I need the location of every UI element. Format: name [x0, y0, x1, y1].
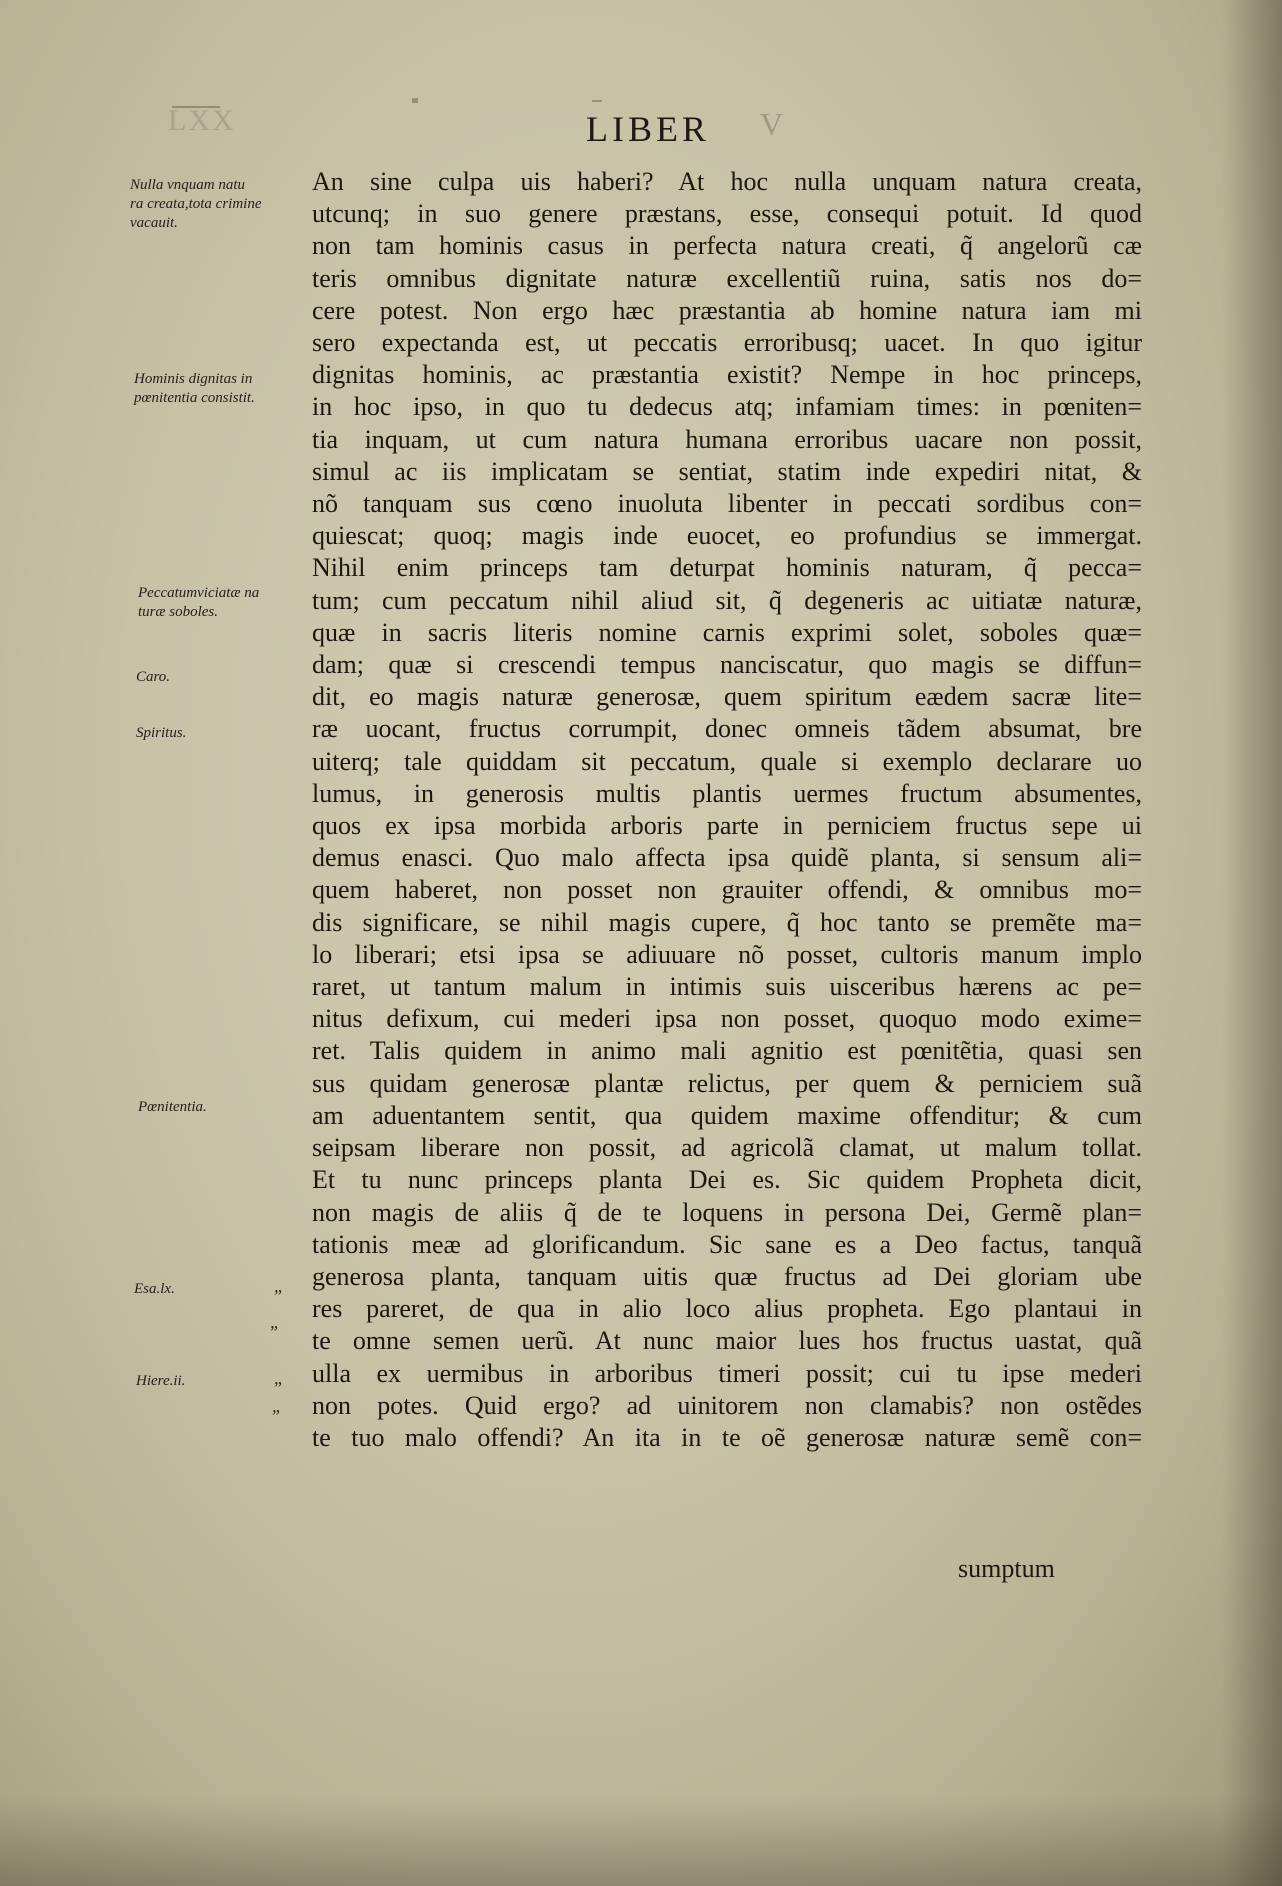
- text-line: res pareret, de qua in alio loco alius propheta. Ego plantaui in: [312, 1294, 1142, 1324]
- margin-note-line: pœnitentia consistit.: [134, 390, 255, 406]
- margin-note: [136, 724, 186, 743]
- text-line: te tuo malo offendi? An ita in te oẽ generosæ naturæ semẽ con=: [312, 1422, 1142, 1452]
- margin-note-line: Spiritus.: [136, 725, 187, 741]
- text-line: demus enasci. Quo malo affecta ipsa quidẽ planta, si sensum ali=: [312, 843, 1142, 873]
- margin-note-line: vacauit.: [130, 215, 178, 231]
- text-line: dam; quæ si crescendi tempus nanciscatur, quo magis se diffun=: [312, 650, 1142, 680]
- catchword: sumptum: [958, 1554, 1055, 1583]
- margin-note: [130, 176, 262, 233]
- text-line: teris omnibus dignitate naturæ excellentiũ ruina, satis nos do=: [312, 263, 1142, 293]
- text-line: non magis de aliis q̃ de te loquens in persona Dei, Germẽ plan=: [312, 1197, 1142, 1227]
- quotation-mark: „: [274, 1368, 285, 1388]
- text-line: sero expectanda est, ut peccatis erroribusq; uacet. In quo igitur: [312, 328, 1142, 358]
- margin-note-line: Caro.: [136, 669, 171, 685]
- quotation-mark: „: [274, 1276, 285, 1296]
- margin-note-line: Pœnitentia.: [138, 1099, 207, 1115]
- text-line: dignitas hominis, ac præstantia existit? Nempe in hoc princeps,: [312, 360, 1142, 390]
- text-line: Et tu nunc princeps planta Dei es. Sic quidem Propheta dicit,: [312, 1165, 1142, 1195]
- text-line: tum; cum peccatum nihil aliud sit, q̃ degeneris ac uitiatæ naturæ,: [312, 585, 1142, 615]
- text-line: uiterq; tale quiddam sit peccatum, quale si exemplo declarare uo: [312, 746, 1142, 776]
- text-line: lo liberari; etsi ipsa se adiuuare nõ posset, cultoris manum implo: [312, 939, 1142, 969]
- text-line: nõ tanquam sus cœno inuoluta libenter in peccati sordibus con=: [312, 489, 1142, 519]
- page-edge-shadow: [1222, 0, 1282, 1886]
- margin-note: [138, 584, 259, 622]
- text-line: nitus defixum, cui mederi ipsa non posset, quoquo modo exime=: [312, 1004, 1142, 1034]
- text-line: quem haberet, non posset non grauiter offendi, & omnibus mo=: [312, 875, 1142, 905]
- text-line: cere potest. Non ergo hæc præstantia ab homine natura iam mi: [312, 295, 1142, 325]
- text-line: dis significare, se nihil magis cupere, q̃ hoc tanto se premẽte ma=: [312, 907, 1142, 937]
- text-line: dit, eo magis naturæ generosæ, quem spiritum eædem sacræ lite=: [312, 682, 1142, 712]
- text-line: Nihil enim princeps tam deturpat hominis naturam, q̃ pecca=: [312, 553, 1142, 583]
- margin-note: [138, 1098, 207, 1117]
- text-line: raret, ut tantum malum in intimis suis uisceribus hærens ac pe=: [312, 972, 1142, 1002]
- margin-note: [136, 668, 170, 687]
- text-line: An sine culpa uis haberi? At hoc nulla unquam natura creata,: [312, 167, 1142, 196]
- margin-note-line: Hiere.ii.: [136, 1373, 186, 1389]
- text-line: tia inquam, ut cum natura humana erroribus uacare non possit,: [312, 424, 1142, 454]
- text-line: simul ac iis implicatam se sentiat, statim inde expediri nitat, &: [312, 456, 1142, 486]
- text-line: ret. Talis quidem in animo mali agnitio est pœnitẽtia, quasi sen: [312, 1036, 1142, 1066]
- margin-note-line: Nulla vnquam natu: [130, 177, 245, 193]
- text-line: quæ in sacris literis nomine carnis exprimi solet, soboles quæ=: [312, 617, 1142, 647]
- text-line: non tam hominis casus in perfecta natura creati, q̃ angelorũ cæ: [312, 231, 1142, 261]
- margin-note-line: Hominis dignitas in: [134, 371, 253, 387]
- text-line: te omne semen uerũ. At nunc maior lues hos fructus uastat, quã: [312, 1326, 1142, 1356]
- text-line: am aduentantem sentit, qua quidem maxime offenditur; & cum: [312, 1100, 1142, 1130]
- folio-number: LXX: [168, 104, 236, 137]
- margin-note: [134, 1280, 175, 1299]
- margin-note-line: Peccatumviciatæ na: [138, 585, 260, 601]
- text-line: sus quidam generosæ plantæ relictus, per quem & perniciem suã: [312, 1068, 1142, 1098]
- page-bottom-shadow: [0, 1796, 1282, 1886]
- ink-mark: [592, 100, 602, 102]
- margin-note-line: Esa.lx.: [134, 1281, 175, 1297]
- text-line: tationis meæ ad glorificandum. Sic sane es a Deo factus, tanquã: [312, 1229, 1142, 1259]
- text-line: lumus, in generosis multis plantis uermes fructum absumentes,: [312, 778, 1142, 808]
- main-text-block: [312, 166, 1142, 1454]
- margin-note: [134, 370, 255, 408]
- text-line: quos ex ipsa morbida arboris parte in perniciem fructus sepe ui: [312, 811, 1142, 841]
- ink-mark: [412, 98, 418, 103]
- text-line: non potes. Quid ergo? ad uinitorem non clamabis? non ostẽdes: [312, 1390, 1142, 1420]
- text-line: ræ uocant, fructus corrumpit, donec omneis tãdem absumat, bre: [312, 714, 1142, 744]
- text-line: seipsam liberare non possit, ad agricolã clamat, ut malum tollat.: [312, 1133, 1142, 1163]
- margin-note-line: ra creata,tota crimine: [130, 196, 262, 212]
- text-line: in hoc ipso, in quo tu dedecus atq; infamiam times: in pœniten=: [312, 392, 1142, 422]
- margin-note: [136, 1372, 185, 1391]
- margin-note-line: turæ soboles.: [138, 604, 219, 620]
- text-line: generosa planta, tanquam uitis quæ fructus ad Dei gloriam ube: [312, 1261, 1142, 1291]
- page-title: LIBER: [586, 109, 710, 149]
- text-line: quiescat; quoq; magis inde euocet, eo profundius se immergat.: [312, 521, 1142, 551]
- quotation-mark: „: [272, 1396, 283, 1416]
- quotation-mark: „: [270, 1312, 281, 1332]
- text-line: utcunq; in suo genere præstans, esse, consequi potuit. Id quod: [312, 199, 1142, 229]
- text-line: ulla ex uermibus in arboribus timeri possit; cui tu ipse mederi: [312, 1358, 1142, 1388]
- book-number: V: [760, 106, 784, 142]
